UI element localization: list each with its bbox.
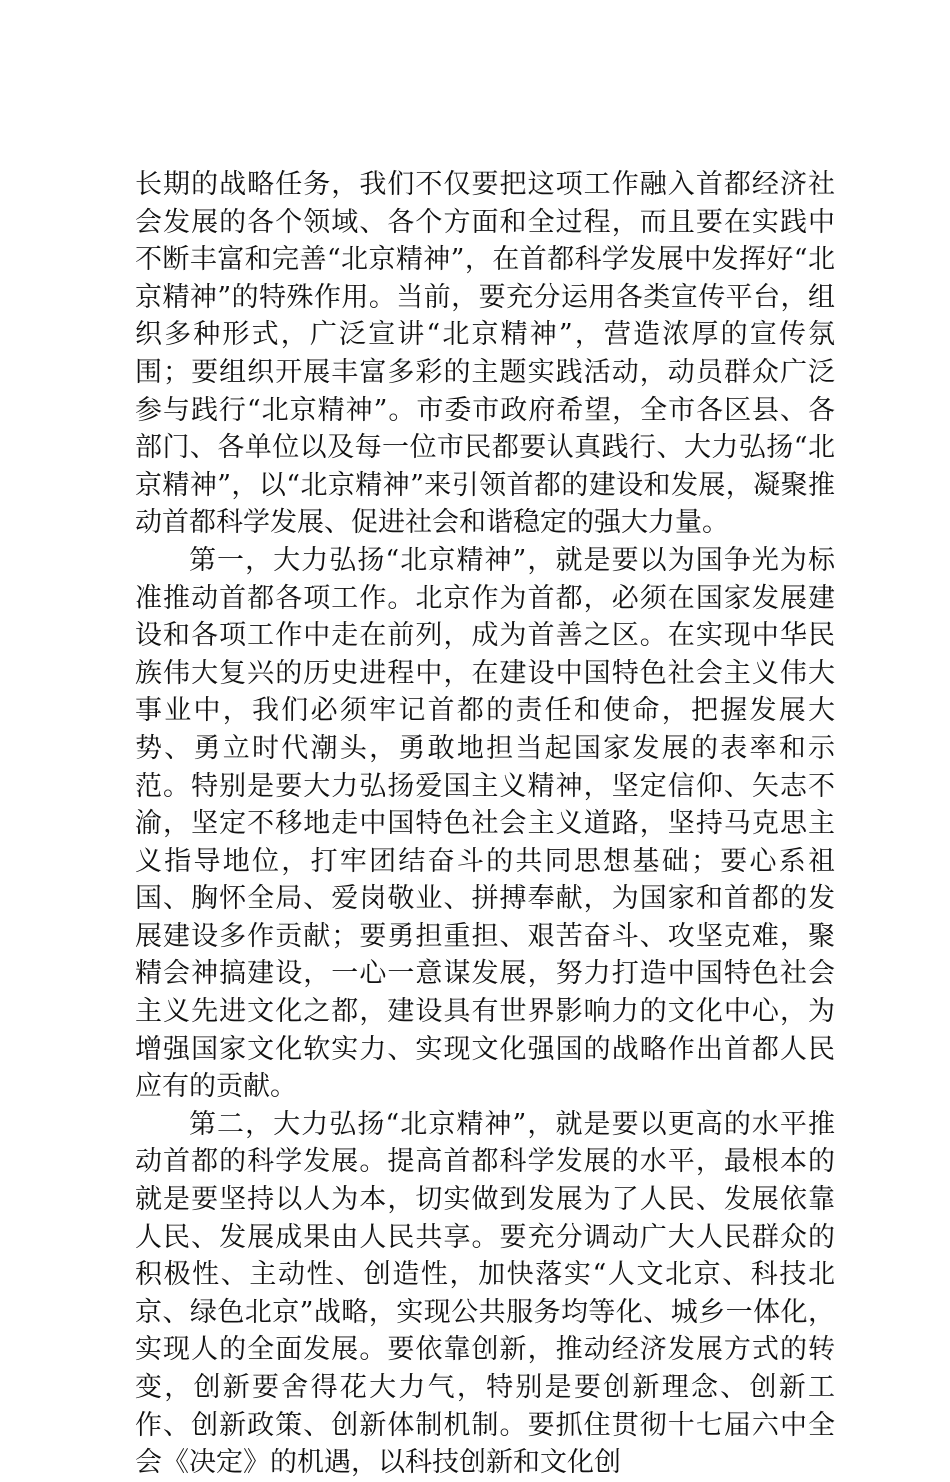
document-body bbox=[135, 166, 835, 1482]
paragraph-continuation: 长期的战略任务，我们不仅要把这项工作融入首都经济社会发展的各个领域、各个方面和全过程，而且要在实践中不断丰富和完善“北京精神”，在首都科学发展中发挥好“北京精神”的特殊作用。当前，要充分运用各类宣传平台，组织多种形式，广泛宣讲“北京精神”，营造浓厚的宣传氛围；要组织开展丰富多彩的主题实践活动，动员群众广泛参与践行“北京精神”。市委市政府希望，全市各区县、各部门、各单位以及每一位市民都要认真践行、大力弘扬“北京精神”，以“北京精神”来引领首都的建设和发展，凝聚推动首都科学发展、促进社会和谐稳定的强大力量。 bbox=[135, 169, 835, 539]
paragraph-first-point: 第一，大力弘扬“北京精神”，就是要以为国争光为标准推动首都各项工作。北京作为首都，必须在国家发展建设和各项工作中走在前列，成为首善之区。在实现中华民族伟大复兴的历史进程中，在建设中国特色社会主义伟大事业中，我们必须牢记首都的责任和使命，把握发展大势、勇立时代潮头，勇敢地担当起国家发展的表率和示范。特别是要大力弘扬爱国主义精神，坚定信仰、矢志不渝，坚定不移地走中国特色社会主义道路，坚持马克思主义指导地位，打牢团结奋斗的共同思想基础；要心系祖国、胸怀全局、爱岗敬业、拼搏奉献，为国家和首都的发展建设多作贡献；要勇担重担、艰苦奋斗、攻坚克难，聚精会神搞建设，一心一意谋发展，努力打造中国特色社会主义先进文化之都，建设具有世界影响力的文化中心，为增强国家文化软实力、实现文化强国的战略作出首都人民应有的贡献。 bbox=[135, 544, 835, 1103]
paragraph-second-point: 第二，大力弘扬“北京精神”，就是要以更高的水平推动首都的科学发展。提高首都科学发展的水平，最根本的就是要坚持以人为本，切实做到发展为了人民、发展依靠人民、发展成果由人民共享。要充分调动广大人民群众的积极性、主动性、创造性，加快落实“人文北京、科技北京、绿色北京”战略，实现公共服务均等化、城乡一体化，实现人的全面发展。要依靠创新，推动经济发展方式的转变，创新要舍得花大力气，特别是要创新理念、创新工作、创新政策、创新体制机制。要抓住贯彻十七届六中全会《决定》的机遇，以科技创新和文化创 bbox=[135, 1108, 835, 1479]
